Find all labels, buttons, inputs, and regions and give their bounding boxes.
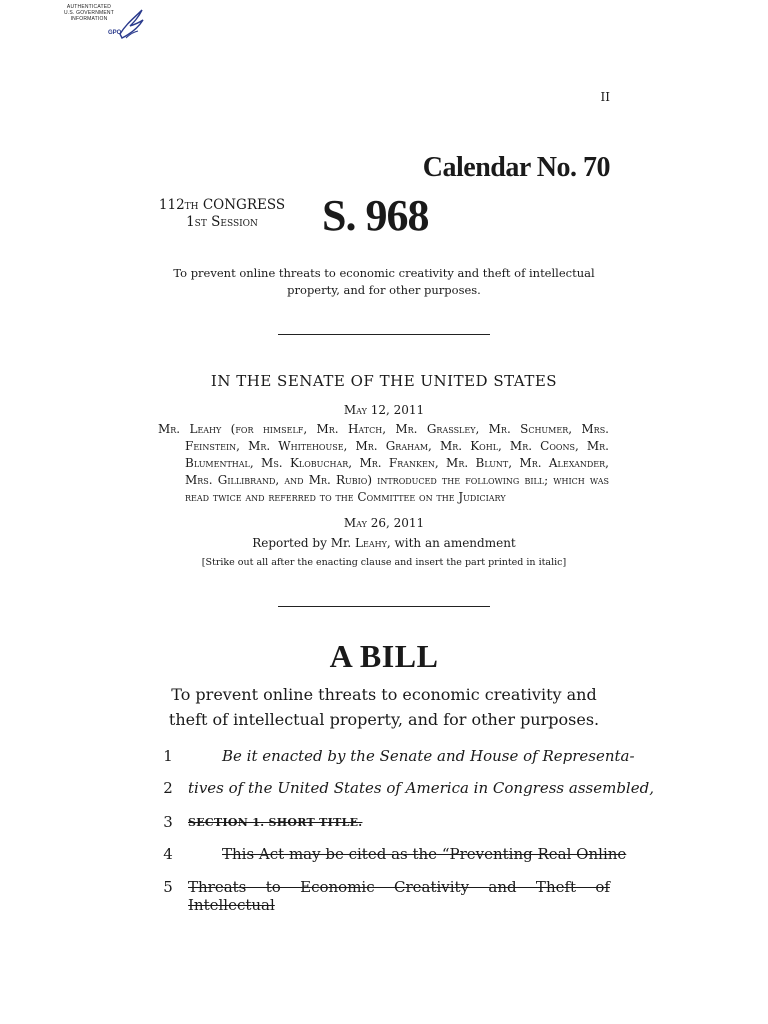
congress-line	[158, 198, 286, 215]
bill-number: S. 968	[322, 191, 429, 240]
logo-text-line1: AUTHENTICATED	[66, 4, 112, 10]
session-line	[158, 215, 286, 232]
line-number: 5	[163, 878, 173, 896]
introduced-date: May 12, 2011	[343, 403, 425, 417]
reported-suffix: , with an amendment	[386, 536, 516, 550]
session-word: Session	[211, 214, 258, 230]
bill-line	[158, 813, 610, 837]
eagle-icon	[116, 4, 146, 44]
divider-rule	[278, 606, 490, 607]
line-number: 1	[163, 747, 173, 765]
print-version-mark: II	[600, 90, 610, 104]
line-number: 4	[163, 845, 173, 863]
calendar-number: Calendar No. 70	[422, 152, 610, 183]
reported-date: May 26, 2011	[343, 516, 425, 530]
gpo-mark: GPO	[108, 30, 122, 36]
senate-heading: IN THE SENATE OF THE UNITED STATES	[210, 372, 558, 390]
logo-text-line2: U.S. GOVERNMENT	[64, 10, 114, 16]
line-number: 3	[163, 813, 173, 831]
gpo-authenticated-logo	[58, 4, 150, 46]
line-text: Be it enacted by the Senate and House of Representa-	[222, 747, 635, 765]
bill-title: A BILL	[329, 638, 439, 674]
reported-name: Leahy	[355, 536, 387, 550]
bill-line	[158, 878, 610, 914]
line-number: 2	[163, 779, 173, 797]
reported-by	[160, 536, 608, 550]
session-number: 1	[186, 214, 195, 230]
congress-session-block	[158, 198, 286, 232]
line-text: This Act may be cited as the “Preventing Real Online	[222, 845, 627, 863]
reported-prefix: Reported by Mr.	[252, 536, 356, 550]
congress-word: CONGRESS	[202, 197, 286, 213]
bill-line	[158, 747, 635, 771]
line-text: tives of the United States of America in Congress assembled,	[188, 779, 654, 797]
strike-out-note: [Strike out all after the enacting clause and insert the part printed in italic]	[201, 557, 567, 568]
line-text: Threats to Economic Creativity and Theft of Intellectual	[188, 878, 610, 914]
sponsors-paragraph: Mr. Leahy (for himself, Mr. Hatch, Mr. Grassley, Mr. Schumer, Mrs. Feinstein, Mr. Whitehouse, Mr. Graham, Mr. Kohl, Mr. Coons, Mr. Blumenthal, Ms. Klobuchar, Mr. Franken, Mr. Blunt, Mr. Alexander, Mrs. Gillibrand, and Mr. Rubio) introduced the following bill; which was read twice and referred to the Committee on the Judiciary	[158, 422, 609, 504]
bill-line	[158, 779, 654, 803]
bill-line	[158, 845, 627, 869]
long-purpose: To prevent online threats to economic creativity and theft of intellectual property, and for other purposes.	[168, 685, 600, 729]
session-suffix: ST	[194, 219, 207, 229]
logo-text-line3: INFORMATION	[70, 16, 108, 22]
divider-rule	[278, 334, 490, 335]
section-heading: SECTION 1. SHORT TITLE.	[188, 816, 363, 829]
congress-number: 112	[158, 197, 185, 213]
congress-suffix: TH	[184, 202, 199, 212]
short-purpose: To prevent online threats to economic creativity and theft of intellectual property, and for other purposes.	[173, 266, 595, 297]
